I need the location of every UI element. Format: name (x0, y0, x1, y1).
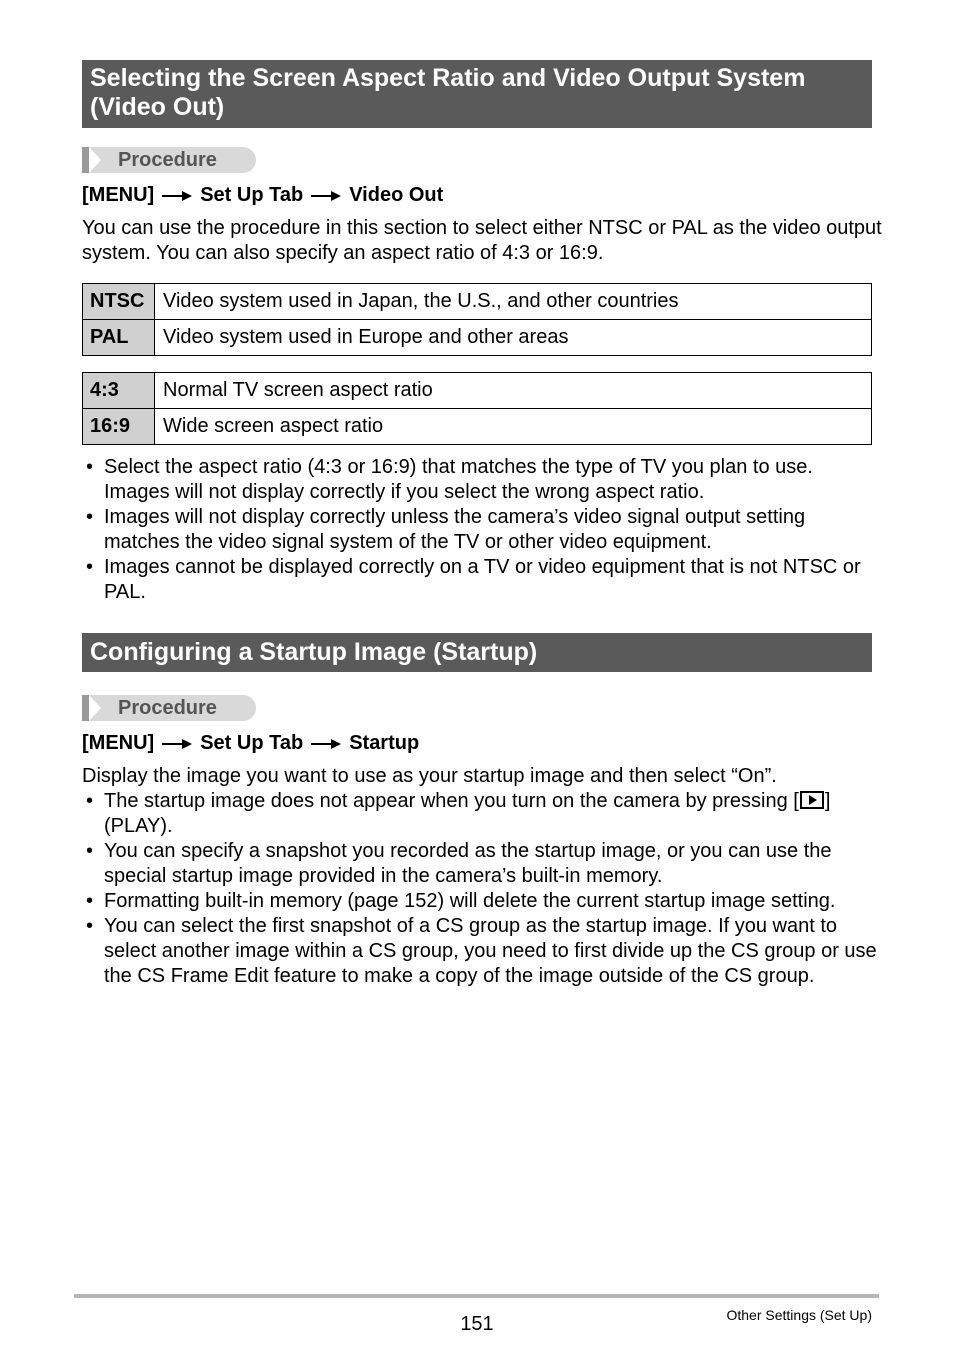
table-row (83, 284, 872, 320)
arrow-right-icon (311, 191, 341, 201)
list-item: • Images will not display correctly unless the camera’s video signal output setting matches the video signal system of the TV or other video equipment. (82, 505, 877, 555)
table-desc: Wide screen aspect ratio (155, 409, 872, 445)
table-row (83, 409, 872, 445)
menu-path-startup (82, 731, 419, 755)
note-text: ] (PLAY). (104, 790, 831, 837)
table-key: NTSC (83, 284, 155, 320)
arrow-right-icon (162, 191, 192, 201)
video-system-table (82, 283, 872, 356)
menu-step: [MENU] (82, 732, 155, 754)
list-item: • Formatting built-in memory (page 152) will delete the current startup image setting. (82, 889, 877, 914)
notes-list-startup (82, 789, 877, 989)
table-row (83, 320, 872, 356)
menu-step: Set Up Tab (200, 732, 304, 754)
footer-divider (74, 1294, 879, 1298)
table-desc: Normal TV screen aspect ratio (155, 373, 872, 409)
intro-paragraph: You can use the procedure in this section to select either NTSC or PAL as the video output system. You can also specify an aspect ratio of 4:3 or 16:9. (82, 217, 882, 264)
section-title-startup: Configuring a Startup Image (Startup) (82, 633, 872, 672)
procedure-text: Procedure (118, 149, 217, 171)
table-desc: Video system used in Europe and other areas (155, 320, 872, 356)
list-item: • You can select the first snapshot of a CS group as the startup image. If you want to select another image within a CS group, you need to first divide up the CS group or use the CS Frame Edit feature to make a copy of the image outside of the CS group. (82, 914, 877, 989)
table-desc: Video system used in Japan, the U.S., and other countries (155, 284, 872, 320)
arrow-right-icon (311, 739, 341, 749)
procedure-label (82, 695, 256, 721)
arrow-right-icon (162, 739, 192, 749)
procedure-label (82, 147, 256, 173)
menu-step: Startup (349, 732, 420, 754)
list-item: • You can specify a snapshot you recorded as the startup image, or you can use the special startup image provided in the camera’s built-in memory. (82, 839, 877, 889)
procedure-text: Procedure (118, 697, 217, 719)
page-number: 151 (460, 1313, 494, 1335)
menu-path-video-out (82, 183, 443, 207)
menu-step: Video Out (349, 184, 444, 206)
note-text: The startup image does not appear when you turn on the camera by pressing [ (104, 790, 799, 812)
menu-step: [MENU] (82, 184, 155, 206)
list-item (82, 789, 877, 839)
footer-section-label: Other Settings (Set Up) (726, 1307, 872, 1323)
table-key: PAL (83, 320, 155, 356)
table-row (83, 373, 872, 409)
table-key: 16:9 (83, 409, 155, 445)
play-icon (800, 791, 824, 809)
list-item: • Images cannot be displayed correctly on a TV or video equipment that is not NTSC or PAL. (82, 555, 877, 605)
table-key: 4:3 (83, 373, 155, 409)
intro-paragraph: Display the image you want to use as your startup image and then select “On”. (82, 765, 777, 787)
menu-step: Set Up Tab (200, 184, 304, 206)
list-item: • Select the aspect ratio (4:3 or 16:9) that matches the type of TV you plan to use. Images will not display correctly if you select the wrong aspect ratio. (82, 455, 877, 505)
aspect-ratio-table (82, 372, 872, 445)
notes-list-video-out (82, 455, 877, 605)
section-title-video-out: Selecting the Screen Aspect Ratio and Video Output System (Video Out) (82, 60, 872, 128)
